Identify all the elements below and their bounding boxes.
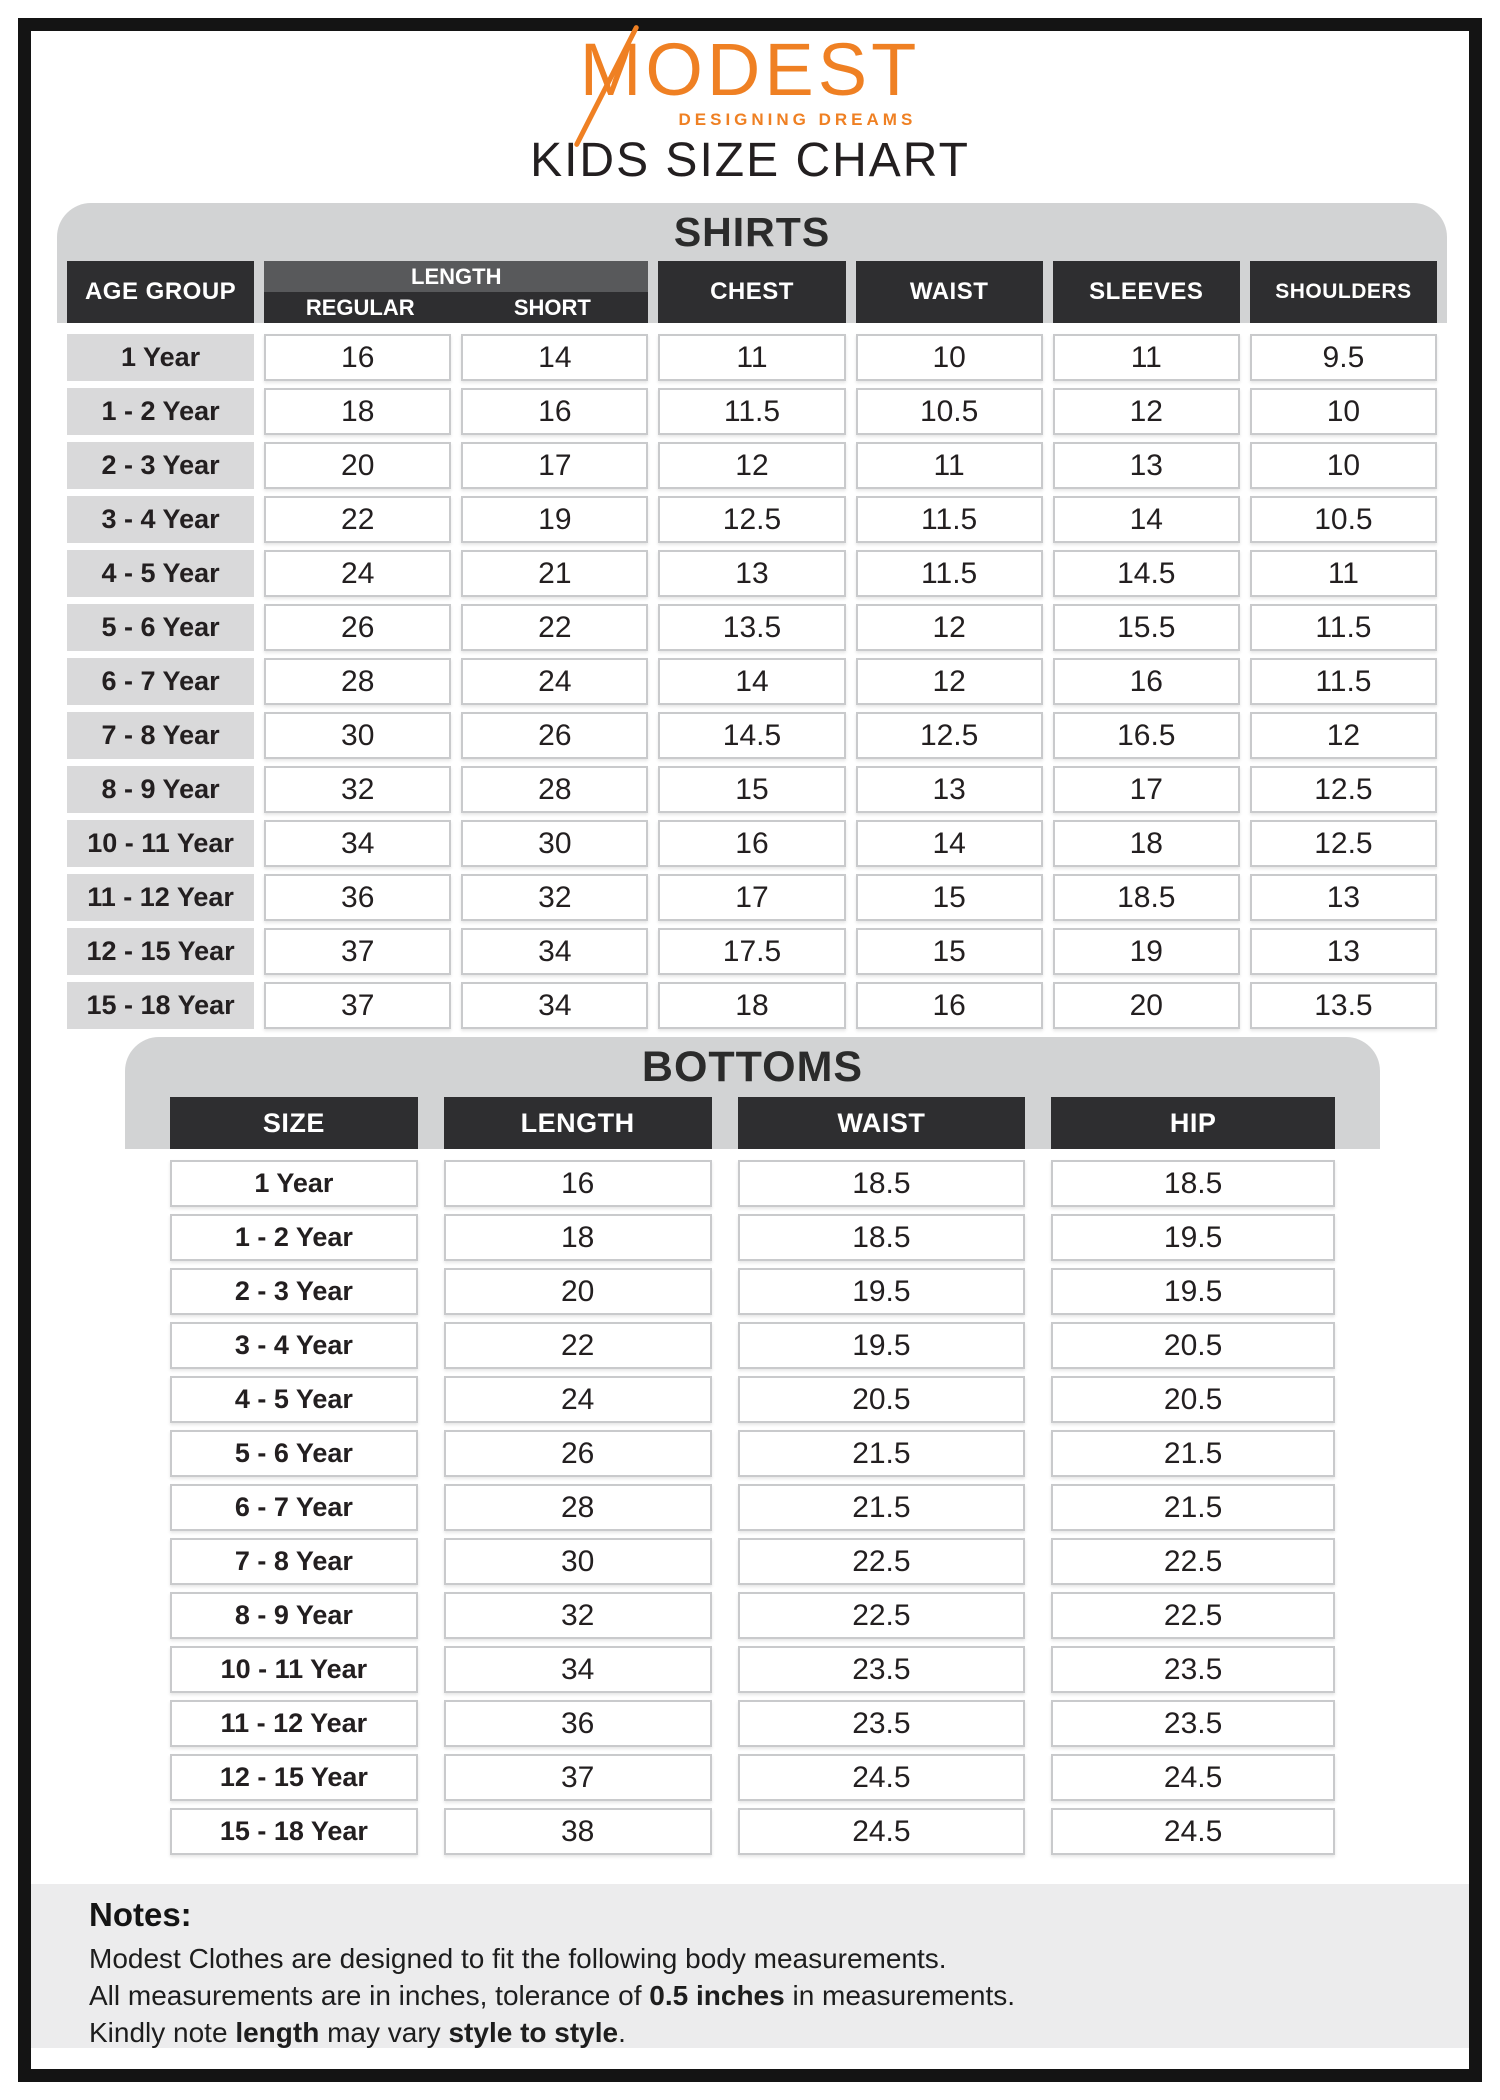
waist-value-cell: 19.5	[738, 1268, 1026, 1315]
bottoms-header-band	[125, 1037, 1380, 1149]
size-label-cell: 7 - 8 Year	[170, 1538, 418, 1585]
waist-value-cell: 20.5	[738, 1376, 1026, 1423]
length-value-cell: 16	[444, 1160, 712, 1207]
hip-value-cell: 22.5	[1051, 1538, 1335, 1585]
shirts-table-row	[57, 496, 1447, 543]
shoulders-value-cell: 10	[1250, 442, 1437, 489]
waist-value-cell: 16	[856, 982, 1043, 1029]
age-group-cell: 3 - 4 Year	[67, 496, 254, 543]
length-value-cell: 34	[444, 1646, 712, 1693]
size-label-cell: 8 - 9 Year	[170, 1592, 418, 1639]
age-group-cell: 8 - 9 Year	[67, 766, 254, 813]
chest-value-cell: 11.5	[658, 388, 845, 435]
size-label-cell: 6 - 7 Year	[170, 1484, 418, 1531]
size-label-cell: 5 - 6 Year	[170, 1430, 418, 1477]
notes-text-segment: in measurements.	[784, 1980, 1016, 2011]
sleeves-value-cell: 14.5	[1053, 550, 1240, 597]
shoulders-value-cell: 13	[1250, 874, 1437, 921]
chest-value-cell: 14	[658, 658, 845, 705]
size-label-cell: 1 - 2 Year	[170, 1214, 418, 1261]
notes-text-bold: length	[235, 2017, 320, 2048]
notes-text-bold: 0.5 inches	[649, 1980, 785, 2011]
chest-value-cell: 16	[658, 820, 845, 867]
sleeves-value-cell: 16.5	[1053, 712, 1240, 759]
short-value-cell: 34	[461, 928, 648, 975]
regular-value-cell: 37	[264, 982, 451, 1029]
length-value-cell: 28	[444, 1484, 712, 1531]
short-value-cell: 30	[461, 820, 648, 867]
col-header-length-subrow	[264, 292, 648, 323]
bottoms-table-body	[125, 1160, 1380, 1855]
size-label-cell: 2 - 3 Year	[170, 1268, 418, 1315]
waist-value-cell: 11	[856, 442, 1043, 489]
size-label-cell: 1 Year	[170, 1160, 418, 1207]
notes-text-segment: may vary	[319, 2017, 449, 2048]
short-value-cell: 21	[461, 550, 648, 597]
chest-value-cell: 15	[658, 766, 845, 813]
waist-value-cell: 11.5	[856, 550, 1043, 597]
length-value-cell: 22	[444, 1322, 712, 1369]
chest-value-cell: 17.5	[658, 928, 845, 975]
waist-value-cell: 18.5	[738, 1214, 1026, 1261]
notes-text-segment: .	[618, 2017, 626, 2048]
waist-value-cell: 23.5	[738, 1700, 1026, 1747]
notes-line-3	[89, 2014, 1411, 2051]
shoulders-value-cell: 11.5	[1250, 604, 1437, 651]
hip-value-cell: 19.5	[1051, 1268, 1335, 1315]
shirts-header-row	[57, 261, 1447, 323]
age-group-cell: 10 - 11 Year	[67, 820, 254, 867]
sleeves-value-cell: 12	[1053, 388, 1240, 435]
waist-value-cell: 19.5	[738, 1322, 1026, 1369]
short-value-cell: 14	[461, 334, 648, 381]
hip-value-cell: 22.5	[1051, 1592, 1335, 1639]
length-value-cell: 24	[444, 1376, 712, 1423]
regular-value-cell: 36	[264, 874, 451, 921]
regular-value-cell: 20	[264, 442, 451, 489]
hip-value-cell: 20.5	[1051, 1376, 1335, 1423]
notes-text-segment: All measurements are in inches, tolerance of	[89, 1980, 650, 2011]
shirts-table-row	[57, 550, 1447, 597]
short-value-cell: 26	[461, 712, 648, 759]
shoulders-value-cell: 11.5	[1250, 658, 1437, 705]
waist-value-cell: 21.5	[738, 1484, 1026, 1531]
shoulders-value-cell: 13	[1250, 928, 1437, 975]
waist-value-cell: 12	[856, 604, 1043, 651]
short-value-cell: 28	[461, 766, 648, 813]
shirts-section-title: SHIRTS	[673, 208, 831, 255]
col-header-shoulders: SHOULDERS	[1250, 261, 1437, 323]
hip-value-cell: 20.5	[1051, 1322, 1335, 1369]
brand-logo	[0, 28, 1500, 130]
col-header-hip: HIP	[1051, 1097, 1335, 1149]
waist-value-cell: 23.5	[738, 1646, 1026, 1693]
age-group-cell: 4 - 5 Year	[67, 550, 254, 597]
shirts-table-row	[57, 928, 1447, 975]
short-value-cell: 32	[461, 874, 648, 921]
bottoms-table-row	[125, 1754, 1380, 1801]
size-label-cell: 10 - 11 Year	[170, 1646, 418, 1693]
regular-value-cell: 22	[264, 496, 451, 543]
col-header-short: SHORT	[513, 294, 591, 320]
length-value-cell: 36	[444, 1700, 712, 1747]
short-value-cell: 34	[461, 982, 648, 1029]
bottoms-table-row	[125, 1430, 1380, 1477]
waist-value-cell: 22.5	[738, 1538, 1026, 1585]
length-value-cell: 37	[444, 1754, 712, 1801]
length-value-cell: 32	[444, 1592, 712, 1639]
shoulders-value-cell: 12.5	[1250, 766, 1437, 813]
waist-value-cell: 10	[856, 334, 1043, 381]
bottoms-section-title: BOTTOMS	[641, 1042, 864, 1091]
shirts-table-row	[57, 874, 1447, 921]
length-value-cell: 18	[444, 1214, 712, 1261]
size-label-cell: 11 - 12 Year	[170, 1700, 418, 1747]
size-label-cell: 3 - 4 Year	[170, 1322, 418, 1369]
chest-value-cell: 12	[658, 442, 845, 489]
bottoms-table-row	[125, 1646, 1380, 1693]
shirts-table-row	[57, 982, 1447, 1029]
chest-value-cell: 13.5	[658, 604, 845, 651]
shirts-section	[57, 203, 1447, 1036]
notes-text-segment: Kindly note	[89, 2017, 236, 2048]
col-header-chest: CHEST	[658, 261, 845, 323]
regular-value-cell: 37	[264, 928, 451, 975]
short-value-cell: 22	[461, 604, 648, 651]
age-group-cell: 2 - 3 Year	[67, 442, 254, 489]
page-title: KIDS SIZE CHART	[530, 134, 970, 187]
bottoms-header-row	[125, 1097, 1380, 1149]
length-value-cell: 30	[444, 1538, 712, 1585]
hip-value-cell: 23.5	[1051, 1700, 1335, 1747]
bottoms-table-row	[125, 1700, 1380, 1747]
waist-value-cell: 11.5	[856, 496, 1043, 543]
chest-value-cell: 17	[658, 874, 845, 921]
notes-section	[31, 1884, 1469, 2048]
sleeves-value-cell: 14	[1053, 496, 1240, 543]
hip-value-cell: 18.5	[1051, 1160, 1335, 1207]
waist-value-cell: 24.5	[738, 1754, 1026, 1801]
sleeves-value-cell: 11	[1053, 334, 1240, 381]
col-header-length: LENGTH	[264, 261, 648, 292]
bottoms-table-row	[125, 1484, 1380, 1531]
shirts-header-band	[57, 203, 1447, 323]
col-header-sleeves: SLEEVES	[1053, 261, 1240, 323]
bottoms-table-row	[125, 1538, 1380, 1585]
col-header-bottoms-waist: WAIST	[738, 1097, 1026, 1149]
age-group-cell: 7 - 8 Year	[67, 712, 254, 759]
regular-value-cell: 18	[264, 388, 451, 435]
age-group-cell: 12 - 15 Year	[67, 928, 254, 975]
regular-value-cell: 26	[264, 604, 451, 651]
shoulders-value-cell: 10	[1250, 388, 1437, 435]
shirts-table-body	[57, 334, 1447, 1029]
waist-value-cell: 12.5	[856, 712, 1043, 759]
col-header-age-group: AGE GROUP	[67, 261, 254, 323]
notes-line-2	[89, 1977, 1411, 2014]
sleeves-value-cell: 20	[1053, 982, 1240, 1029]
shoulders-value-cell: 10.5	[1250, 496, 1437, 543]
col-header-regular: REGULAR	[305, 294, 415, 320]
length-value-cell: 20	[444, 1268, 712, 1315]
bottoms-table-row	[125, 1808, 1380, 1855]
sleeves-value-cell: 18.5	[1053, 874, 1240, 921]
shirts-table-row	[57, 820, 1447, 867]
sleeves-value-cell: 15.5	[1053, 604, 1240, 651]
hip-value-cell: 24.5	[1051, 1754, 1335, 1801]
shoulders-value-cell: 11	[1250, 550, 1437, 597]
short-value-cell: 16	[461, 388, 648, 435]
bottoms-table-row	[125, 1592, 1380, 1639]
bottoms-table-row	[125, 1214, 1380, 1261]
col-header-size: SIZE	[170, 1097, 418, 1149]
waist-value-cell: 22.5	[738, 1592, 1026, 1639]
sleeves-value-cell: 19	[1053, 928, 1240, 975]
age-group-cell: 1 - 2 Year	[67, 388, 254, 435]
notes-line-1	[89, 1940, 1411, 1977]
regular-value-cell: 30	[264, 712, 451, 759]
sleeves-value-cell: 13	[1053, 442, 1240, 489]
regular-value-cell: 32	[264, 766, 451, 813]
age-group-cell: 6 - 7 Year	[67, 658, 254, 705]
col-header-bottoms-length: LENGTH	[444, 1097, 712, 1149]
shoulders-value-cell: 12.5	[1250, 820, 1437, 867]
regular-value-cell: 28	[264, 658, 451, 705]
shirts-table-row	[57, 604, 1447, 651]
age-group-cell: 5 - 6 Year	[67, 604, 254, 651]
chest-value-cell: 11	[658, 334, 845, 381]
shirts-table-row	[57, 712, 1447, 759]
brand-name: MODEST	[579, 28, 921, 111]
chest-value-cell: 14.5	[658, 712, 845, 759]
notes-heading: Notes:	[89, 1896, 192, 1933]
waist-value-cell: 18.5	[738, 1160, 1026, 1207]
waist-value-cell: 10.5	[856, 388, 1043, 435]
shoulders-value-cell: 12	[1250, 712, 1437, 759]
chest-value-cell: 18	[658, 982, 845, 1029]
bottoms-table-row	[125, 1376, 1380, 1423]
col-header-length-group	[264, 261, 648, 323]
length-value-cell: 38	[444, 1808, 712, 1855]
bottoms-table-row	[125, 1160, 1380, 1207]
brand-tagline: DESIGNING DREAMS	[678, 110, 917, 130]
waist-value-cell: 13	[856, 766, 1043, 813]
waist-value-cell: 15	[856, 874, 1043, 921]
age-group-cell: 15 - 18 Year	[67, 982, 254, 1029]
short-value-cell: 17	[461, 442, 648, 489]
short-value-cell: 24	[461, 658, 648, 705]
regular-value-cell: 34	[264, 820, 451, 867]
col-header-waist: WAIST	[856, 261, 1043, 323]
notes-text-bold: style to style	[448, 2017, 619, 2048]
shirts-table-row	[57, 766, 1447, 813]
shirts-table-row	[57, 334, 1447, 381]
waist-value-cell: 24.5	[738, 1808, 1026, 1855]
short-value-cell: 19	[461, 496, 648, 543]
bottoms-section	[125, 1037, 1380, 1862]
age-group-cell: 11 - 12 Year	[67, 874, 254, 921]
notes-text-segment: Modest Clothes are designed to fit the following body measurements.	[89, 1943, 947, 1974]
sleeves-value-cell: 18	[1053, 820, 1240, 867]
sleeves-value-cell: 17	[1053, 766, 1240, 813]
shoulders-value-cell: 9.5	[1250, 334, 1437, 381]
shoulders-value-cell: 13.5	[1250, 982, 1437, 1029]
regular-value-cell: 24	[264, 550, 451, 597]
waist-value-cell: 15	[856, 928, 1043, 975]
hip-value-cell: 23.5	[1051, 1646, 1335, 1693]
waist-value-cell: 21.5	[738, 1430, 1026, 1477]
bottoms-table-row	[125, 1268, 1380, 1315]
hip-value-cell: 21.5	[1051, 1430, 1335, 1477]
size-label-cell: 4 - 5 Year	[170, 1376, 418, 1423]
size-label-cell: 15 - 18 Year	[170, 1808, 418, 1855]
hip-value-cell: 24.5	[1051, 1808, 1335, 1855]
size-label-cell: 12 - 15 Year	[170, 1754, 418, 1801]
regular-value-cell: 16	[264, 334, 451, 381]
shirts-table-row	[57, 658, 1447, 705]
age-group-cell: 1 Year	[67, 334, 254, 381]
sleeves-value-cell: 16	[1053, 658, 1240, 705]
hip-value-cell: 19.5	[1051, 1214, 1335, 1261]
chest-value-cell: 12.5	[658, 496, 845, 543]
bottoms-table-row	[125, 1322, 1380, 1369]
hip-value-cell: 21.5	[1051, 1484, 1335, 1531]
chest-value-cell: 13	[658, 550, 845, 597]
waist-value-cell: 12	[856, 658, 1043, 705]
length-value-cell: 26	[444, 1430, 712, 1477]
shirts-table-row	[57, 388, 1447, 435]
shirts-table-row	[57, 442, 1447, 489]
waist-value-cell: 14	[856, 820, 1043, 867]
brand-logo-inner	[579, 28, 921, 130]
